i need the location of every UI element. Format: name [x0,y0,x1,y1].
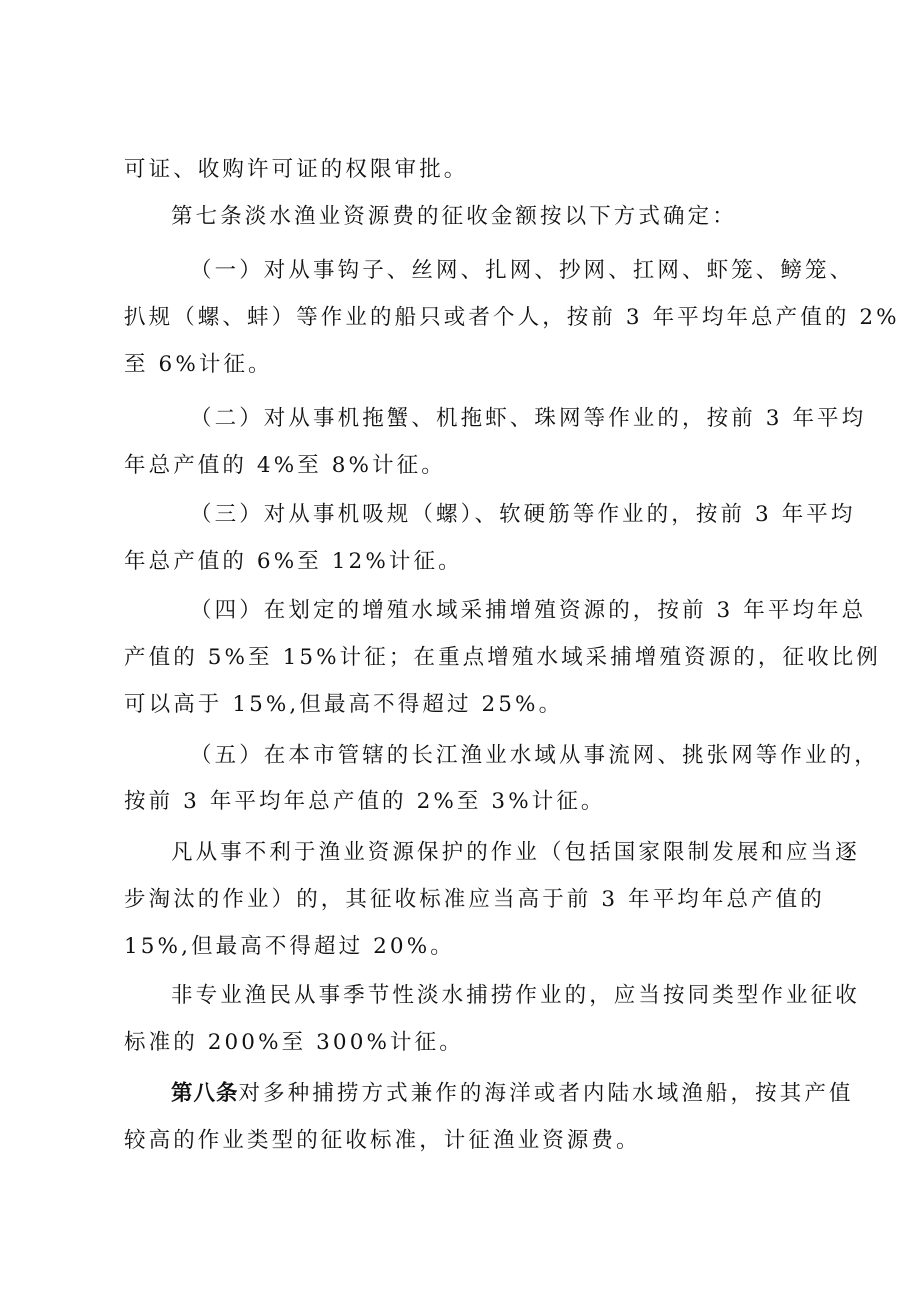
article-8-line [171,1079,854,1109]
article-8-label: 第八条 [171,1081,239,1106]
text-line: 按前 3 年平均年总产值的 2%至 3%计征。 [124,789,606,814]
text-line: 15%,但最高不得超过 20%。 [124,934,455,959]
text-line: 产值的 5%至 15%计征；在重点增殖水域采捕增殖资源的，征收比例 [124,645,881,670]
text-line: 步淘汰的作业）的，其征收标准应当高于前 3 年平均年总产值的 [124,887,825,912]
text-line: 至 6%计征。 [124,352,273,377]
text-line: （五）在本市管辖的长江渔业水域从事流网、挑张网等作业的， [190,743,879,768]
text-line: 较高的作业类型的征收标准，计征渔业资源费。 [124,1128,641,1153]
text-line: （一）对从事钩子、丝网、扎网、抄网、扛网、虾笼、鳑笼、 [190,258,855,283]
text-line: （二）对从事机拖蟹、机拖虾、珠网等作业的，按前 3 年平均 [190,406,867,431]
text-line: 可证、收购许可证的权限审批。 [124,157,469,182]
text-line: 年总产值的 6%至 12%计征。 [124,549,463,574]
text-line: 非专业渔民从事季节性淡水捕捞作业的，应当按同类型作业征收 [171,983,860,1008]
text-line: 可以高于 15%,但最高不得超过 25%。 [124,692,564,717]
text-line: 凡从事不利于渔业资源保护的作业（包括国家限制发展和应当逐 [171,840,860,865]
text-line: （四）在划定的增殖水域采捕增殖资源的，按前 3 年平均年总 [190,598,867,623]
text-line: 年总产值的 4%至 8%计征。 [124,453,446,478]
text-line: 标准的 200%至 300%计征。 [124,1030,464,1055]
text-line: （三）对从事机吸规（螺）、软硬筋等作业的，按前 3 年平均 [190,502,856,527]
article-7-heading: 第七条淡水渔业资源费的征收金额按以下方式确定： [171,204,737,229]
article-8-text: 对多种捕捞方式兼作的海洋或者内陆水域渔船，按其产值 [238,1081,854,1106]
text-line: 扒规（螺、蚌）等作业的船只或者个人，按前 3 年平均年总产值的 2% [124,305,900,330]
